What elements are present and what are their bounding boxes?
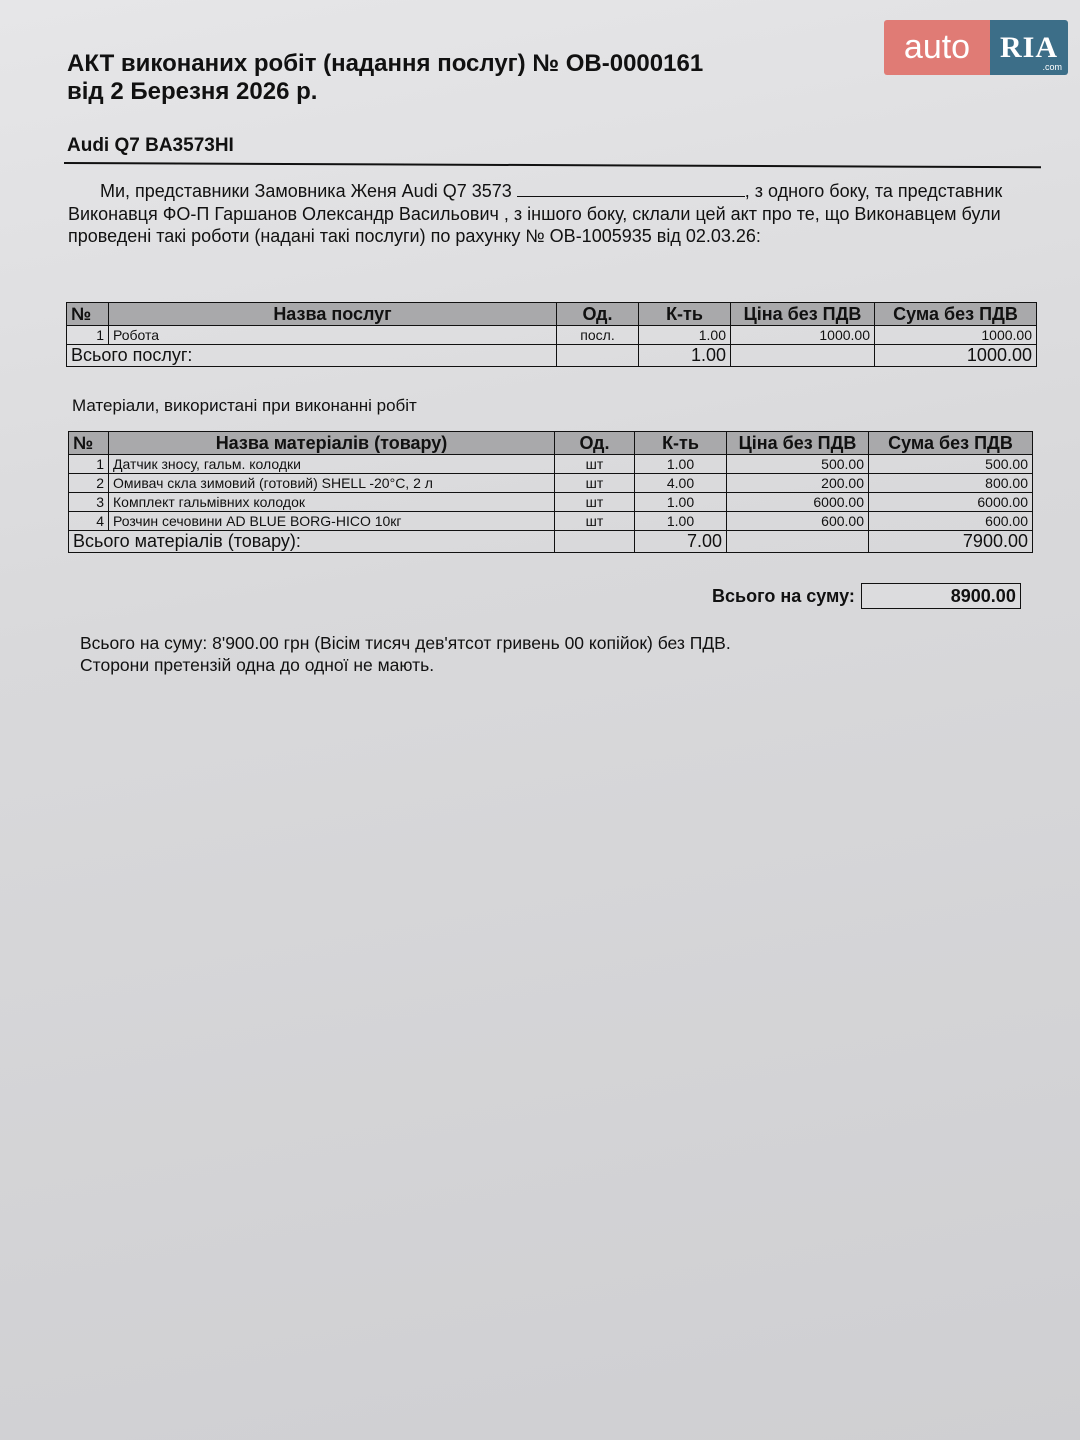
services-table: [66, 302, 1037, 367]
row-quantity: 1.00: [639, 326, 731, 345]
col-header-material-name: Назва матеріалів (товару): [109, 432, 555, 455]
row-price: 6000.00: [727, 493, 869, 512]
autoria-logo: [884, 20, 1068, 75]
grand-total: [712, 583, 1021, 609]
row-sum: 1000.00: [875, 326, 1037, 345]
row-price: 500.00: [727, 455, 869, 474]
col-header-unit: Од.: [557, 303, 639, 326]
row-unit: шт: [555, 474, 635, 493]
materials-table: [68, 431, 1033, 553]
row-number: 1: [69, 455, 109, 474]
empty-cell: [557, 345, 639, 367]
row-price: 200.00: [727, 474, 869, 493]
row-name: Омивач скла зимовий (готовий) SHELL -20°C, 2 л: [109, 474, 555, 493]
intro-part-1: Ми, представники Замовника Женя Audi Q7 3573: [100, 181, 517, 201]
intro-part-2: , з одного боку, та представник Виконавця ФО-П Гаршанов Олександр Васильович , з іншого боку, склали цей акт про те, що Виконавцем були проведені такі роботи (надані такі послуги) по рахунку № ОВ-1005935 від 02.03.26:: [68, 181, 1003, 246]
table-row: [69, 493, 1033, 512]
summary-text: [80, 632, 731, 676]
col-header-quantity: К-ть: [635, 432, 727, 455]
materials-header-row: [69, 432, 1033, 455]
row-unit: шт: [555, 455, 635, 474]
col-header-sum: Сума без ПДВ: [869, 432, 1033, 455]
materials-total-sum: 7900.00: [869, 531, 1033, 553]
summary-line-1: Всього на суму: 8'900.00 грн (Вісім тисяч дев'ятсот гривень 00 копійок) без ПДВ.: [80, 633, 731, 653]
row-sum: 800.00: [869, 474, 1033, 493]
services-total-quantity: 1.00: [639, 345, 731, 367]
row-unit: шт: [555, 512, 635, 531]
row-name: Комплект гальмівних колодок: [109, 493, 555, 512]
row-quantity: 1.00: [635, 493, 727, 512]
row-quantity: 1.00: [635, 455, 727, 474]
col-header-service-name: Назва послуг: [109, 303, 557, 326]
summary-line-2: Сторони претензій одна до одної не мають.: [80, 655, 435, 675]
services-total-sum: 1000.00: [875, 345, 1037, 367]
table-row: [69, 512, 1033, 531]
col-header-number: №: [69, 432, 109, 455]
services-header-row: [67, 303, 1037, 326]
row-quantity: 1.00: [635, 512, 727, 531]
row-name: Робота: [109, 326, 557, 345]
materials-total-label: Всього матеріалів (товару):: [69, 531, 555, 553]
row-number: 3: [69, 493, 109, 512]
row-sum: 600.00: [869, 512, 1033, 531]
document-title: [67, 50, 703, 106]
row-price: 1000.00: [731, 326, 875, 345]
col-header-price: Ціна без ПДВ: [731, 303, 875, 326]
empty-cell: [727, 531, 869, 553]
row-unit: посл.: [557, 326, 639, 345]
col-header-unit: Од.: [555, 432, 635, 455]
col-header-price: Ціна без ПДВ: [727, 432, 869, 455]
materials-total-quantity: 7.00: [635, 531, 727, 553]
empty-cell: [555, 531, 635, 553]
row-name: Розчин сечовини AD BLUE BORG-HICO 10кг: [109, 512, 555, 531]
row-name: Датчик зносу, гальм. колодки: [109, 455, 555, 474]
row-number: 1: [67, 326, 109, 345]
logo-ria-text: [990, 20, 1068, 75]
materials-caption: Матеріали, використані при виконанні робіт: [72, 396, 417, 415]
signature-blank: [517, 182, 745, 197]
table-row: [67, 326, 1037, 345]
row-number: 2: [69, 474, 109, 493]
logo-auto-text: auto: [884, 20, 990, 75]
empty-cell: [731, 345, 875, 367]
vehicle-label: Audi Q7 BA3573HI: [67, 135, 234, 156]
col-header-sum: Сума без ПДВ: [875, 303, 1037, 326]
grand-total-value: 8900.00: [861, 583, 1021, 609]
table-row: [69, 455, 1033, 474]
row-price: 600.00: [727, 512, 869, 531]
services-total-row: [67, 345, 1037, 367]
row-sum: 500.00: [869, 455, 1033, 474]
row-quantity: 4.00: [635, 474, 727, 493]
title-line-2: від 2 Березня 2026 р.: [67, 78, 318, 105]
intro-paragraph: [68, 180, 1013, 248]
col-header-quantity: К-ть: [639, 303, 731, 326]
col-header-number: №: [67, 303, 109, 326]
row-number: 4: [69, 512, 109, 531]
row-sum: 6000.00: [869, 493, 1033, 512]
materials-total-row: [69, 531, 1033, 553]
logo-ria-letters: RIA: [999, 30, 1058, 64]
title-line-1: АКТ виконаних робіт (надання послуг) № ОВ-0000161: [67, 50, 704, 77]
table-row: [69, 474, 1033, 493]
header-divider: [64, 162, 1041, 168]
services-total-label: Всього послуг:: [67, 345, 557, 367]
logo-com-text: .com: [1042, 62, 1062, 72]
row-unit: шт: [555, 493, 635, 512]
grand-total-label: Всього на суму:: [712, 585, 855, 606]
